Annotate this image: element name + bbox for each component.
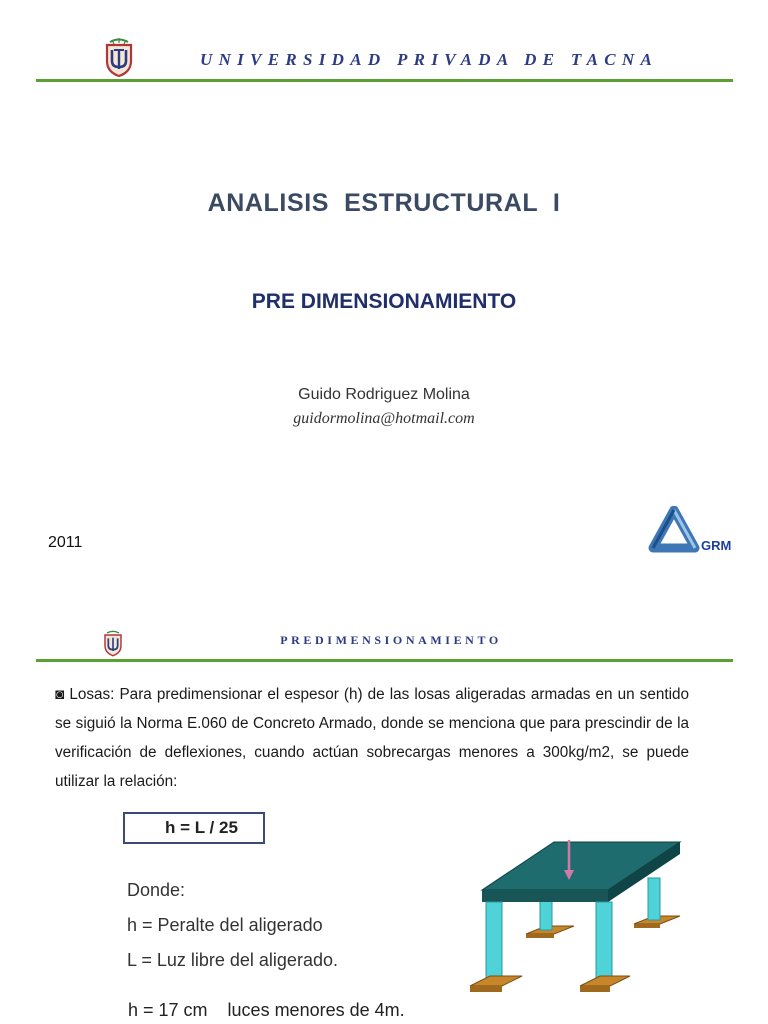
- topic-title: PRE DIMENSIONAMIENTO: [251, 290, 517, 313]
- author-email: guidormolina@hotmail.com: [293, 410, 475, 427]
- grm-brand-label: GRM: [701, 538, 732, 553]
- header-divider: [36, 79, 733, 82]
- author-name: Guido Rodriguez Molina: [298, 386, 470, 403]
- section-header: PREDIMENSIONAMIENTO: [280, 633, 502, 647]
- formula-box: h = L / 25: [123, 812, 265, 844]
- grm-logo-icon: [648, 506, 700, 558]
- donde-label: Donde:: [127, 880, 186, 900]
- course-title: ANALISIS ESTRUCTURAL I: [207, 189, 561, 217]
- university-crest-icon: [101, 36, 137, 78]
- thickness-note: h = 17 cm luces menores de 4m.: [128, 1000, 405, 1020]
- definition-l: L = Luz libre del aligerado.: [127, 950, 338, 970]
- slab-on-columns-illustration: [468, 836, 688, 1012]
- year-label: 2011: [48, 534, 83, 551]
- losas-paragraph: ◙ Losas: Para predimensionar el espesor (h) de las losas aligeradas armadas en un sentido se siguió la Norma E.060 de Concreto Armado, donde se menciona que para prescindir de la verificación de deflexiones, cuando actúan sobrecargas menores a 300kg/m2, se puede utilizar la relación:: [55, 686, 689, 790]
- university-name-header: UNIVERSIDAD PRIVADA DE TACNA: [200, 50, 659, 69]
- content-slide: [0, 600, 768, 1024]
- definition-h: h = Peralte del aligerado: [127, 915, 323, 935]
- section-divider: [36, 659, 733, 662]
